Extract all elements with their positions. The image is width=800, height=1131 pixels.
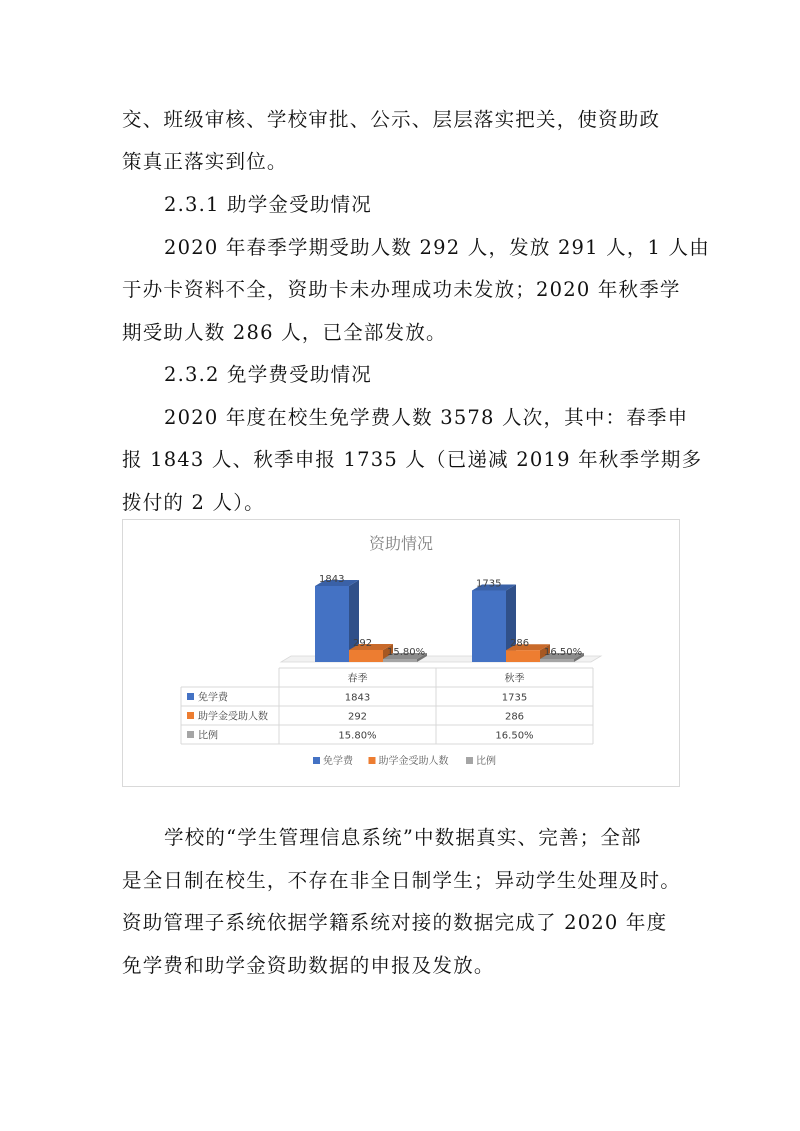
text-line: 是全日制在校生，不存在非全日制学生；异动学生处理及时。 xyxy=(122,869,681,892)
text-line: 交、班级审核、学校审批、公示、层层落实把关，使资助政 xyxy=(122,108,661,131)
bar-比例-春季 xyxy=(383,659,417,662)
table-cell-value: 292 xyxy=(347,711,368,723)
table-category-label: 秋季 xyxy=(504,673,525,685)
table-series-label: 助学金受助人数 xyxy=(198,711,268,723)
table-category-label: 春季 xyxy=(347,673,368,685)
text-line: 免学费和助学金资助数据的申报及发放。 xyxy=(122,954,495,977)
data-label: 292 xyxy=(353,637,373,649)
bar-助学金受助人数-秋季 xyxy=(506,650,540,662)
text-line: 拨付的 2 人）。 xyxy=(122,491,265,514)
chart-title: 资助情况 xyxy=(368,534,434,553)
section-heading-2-3-1: 2.3.1 助学金受助情况 xyxy=(164,193,372,216)
bar-免学费-秋季 xyxy=(472,590,506,662)
funding-chart xyxy=(122,519,680,787)
text-line: 2020 年春季学期受助人数 292 人，发放 291 人，1 人由 xyxy=(164,236,710,259)
table-series-label: 免学费 xyxy=(198,692,228,704)
legend-label: 助学金受助人数 xyxy=(378,756,449,767)
legend-key xyxy=(466,757,473,764)
table-cell-value: 1735 xyxy=(501,692,528,704)
text-line: 策真正落实到位。 xyxy=(122,150,288,173)
text-line: 期受助人数 286 人，已全部发放。 xyxy=(122,321,447,344)
data-label: 16.50% xyxy=(544,647,583,658)
bar-助学金受助人数-春季 xyxy=(349,650,383,662)
data-label: 1735 xyxy=(476,578,502,590)
table-cell-value: 15.80% xyxy=(338,730,377,742)
data-label: 15.80% xyxy=(387,647,426,658)
legend-label: 比例 xyxy=(476,756,496,767)
legend-label: 免学费 xyxy=(323,756,353,767)
chart-svg xyxy=(123,520,679,786)
data-label: 1843 xyxy=(319,574,345,585)
table-legend-key xyxy=(187,731,194,738)
table-series-label: 比例 xyxy=(198,730,218,742)
table-legend-key xyxy=(187,693,194,700)
table-cell-value: 16.50% xyxy=(495,730,534,742)
bar-免学费-春季 xyxy=(315,586,349,662)
table-cell-value: 286 xyxy=(504,711,525,723)
bar-比例-秋季 xyxy=(540,659,574,662)
section-heading-2-3-2: 2.3.2 免学费受助情况 xyxy=(164,363,372,386)
legend-key xyxy=(369,757,376,764)
text-line: 学校的“学生管理信息系统”中数据真实、完善；全部 xyxy=(164,826,642,849)
legend-key xyxy=(313,757,320,764)
table-cell-value: 1843 xyxy=(344,692,371,704)
table-legend-key xyxy=(187,712,194,719)
data-label: 286 xyxy=(510,638,530,650)
text-line: 2020 年度在校生免学费人数 3578 人次，其中：春季申 xyxy=(164,406,689,429)
text-line: 于办卡资料不全，资助卡未办理成功未发放；2020 年秋季学 xyxy=(122,278,681,301)
text-line: 资助管理子系统依据学籍系统对接的数据完成了 2020 年度 xyxy=(122,911,668,934)
text-line: 报 1843 人、秋季申报 1735 人（已递减 2019 年秋季学期多 xyxy=(122,448,703,471)
